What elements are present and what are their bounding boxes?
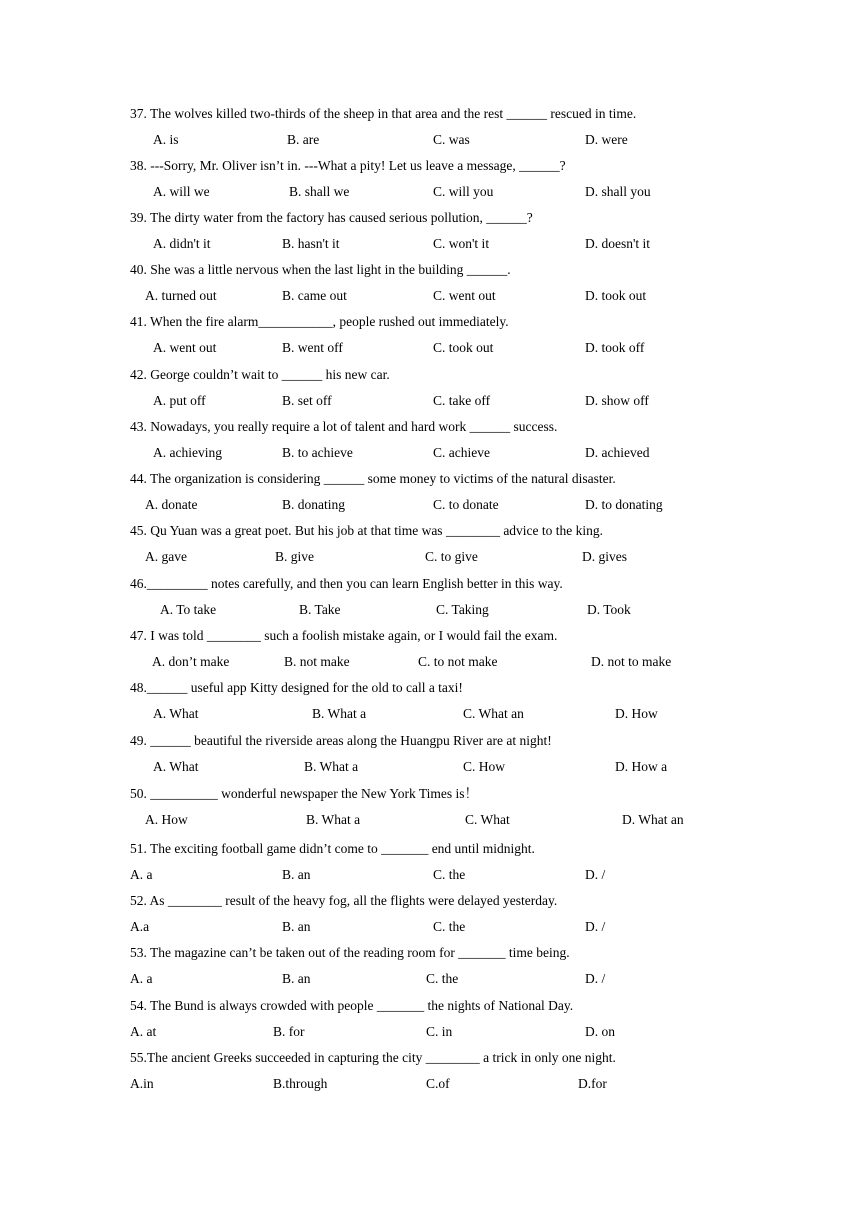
question-41-option-b: B. went off — [282, 340, 343, 355]
question-38-option-b: B. shall we — [289, 184, 350, 199]
question-41-option-d: D. took off — [585, 340, 645, 355]
question-40-option-c: C. went out — [433, 288, 496, 303]
question-44-option-d: D. to donating — [585, 497, 663, 512]
question-42-option-c: C. take off — [433, 393, 491, 408]
question-39-option-a: A. didn't it — [153, 236, 211, 251]
question-43-option-c: C. achieve — [433, 445, 490, 460]
question-50-stem: 50. __________ wonderful newspaper the New York Times is！ — [130, 786, 478, 801]
question-40-option-b: B. came out — [282, 288, 347, 303]
question-49-option-c: C. How — [463, 759, 506, 774]
question-42-option-d: D. show off — [585, 393, 649, 408]
question-54-option-a: A. at — [130, 1024, 157, 1039]
question-55-option-a: A.in — [130, 1076, 154, 1091]
question-39-option-b: B. hasn't it — [282, 236, 340, 251]
question-52-option-b: B. an — [282, 919, 311, 934]
question-47-option-a: A. don’t make — [152, 654, 230, 669]
question-41-option-a: A. went out — [153, 340, 217, 355]
question-48-option-c: C. What an — [463, 706, 524, 721]
question-47-option-d: D. not to make — [591, 654, 672, 669]
question-52-option-d: D. / — [585, 919, 606, 934]
question-46-option-b: B. Take — [299, 602, 341, 617]
question-45-stem: 45. Qu Yuan was a great poet. But his job at that time was ________ advice to the king. — [130, 523, 604, 538]
question-44-option-a: A. donate — [145, 497, 198, 512]
question-54-option-b: B. for — [273, 1024, 305, 1039]
question-50-option-a: A. How — [145, 812, 188, 827]
question-51-option-b: B. an — [282, 867, 311, 882]
question-49-option-d: D. How a — [615, 759, 668, 774]
question-53-option-c: C. the — [426, 971, 459, 986]
question-47-stem: 47. I was told ________ such a foolish mistake again, or I would fail the exam. — [130, 628, 558, 643]
question-49-option-a: A. What — [153, 759, 199, 774]
question-38-option-c: C. will you — [433, 184, 494, 199]
question-37-option-c: C. was — [433, 132, 470, 147]
question-40-stem: 40. She was a little nervous when the last light in the building ______. — [130, 262, 511, 277]
question-38-option-a: A. will we — [153, 184, 210, 199]
question-40-option-a: A. turned out — [145, 288, 217, 303]
question-39-option-c: C. won't it — [433, 236, 490, 251]
question-55-stem: 55.The ancient Greeks succeeded in capturing the city ________ a trick in only one night. — [130, 1050, 616, 1065]
question-52-option-a: A.a — [130, 919, 150, 934]
question-41-stem: 41. When the fire alarm___________, people rushed out immediately. — [130, 314, 509, 329]
question-37-option-d: D. were — [585, 132, 628, 147]
question-52-stem: 52. As ________ result of the heavy fog, all the flights were delayed yesterday. — [130, 893, 558, 908]
question-44-option-c: C. to donate — [433, 497, 499, 512]
question-50-option-b: B. What a — [306, 812, 361, 827]
question-48-option-a: A. What — [153, 706, 199, 721]
question-52-option-c: C. the — [433, 919, 466, 934]
question-48-stem: 48.______ useful app Kitty designed for the old to call a taxi! — [130, 680, 463, 695]
question-44-stem: 44. The organization is considering ______ some money to victims of the natural disaster. — [130, 471, 616, 486]
question-43-option-a: A. achieving — [153, 445, 222, 460]
question-53-stem: 53. The magazine can’t be taken out of the reading room for _______ time being. — [130, 945, 570, 960]
question-42-option-b: B. set off — [282, 393, 332, 408]
question-45-option-d: D. gives — [582, 549, 627, 564]
question-51-option-c: C. the — [433, 867, 466, 882]
question-55-option-d: D.for — [578, 1076, 607, 1091]
question-46-stem: 46._________ notes carefully, and then you can learn English better in this way. — [130, 576, 563, 591]
question-38-stem: 38. ---Sorry, Mr. Oliver isn’t in. ---What a pity! Let us leave a message, ______? — [130, 158, 566, 173]
question-45-option-b: B. give — [275, 549, 314, 564]
question-55-option-b: B.through — [273, 1076, 328, 1091]
question-45-option-c: C. to give — [425, 549, 478, 564]
question-42-stem: 42. George couldn’t wait to ______ his new car. — [130, 367, 390, 382]
question-51-stem: 51. The exciting football game didn’t come to _______ end until midnight. — [130, 841, 535, 856]
question-47-option-c: C. to not make — [418, 654, 498, 669]
question-40-option-d: D. took out — [585, 288, 647, 303]
question-48-option-d: D. How — [615, 706, 658, 721]
question-37-option-b: B. are — [287, 132, 320, 147]
question-54-option-c: C. in — [426, 1024, 453, 1039]
question-50-option-d: D. What an — [622, 812, 684, 827]
question-46-option-d: D. Took — [587, 602, 631, 617]
question-55-option-c: C.of — [426, 1076, 450, 1091]
question-49-option-b: B. What a — [304, 759, 359, 774]
question-53-option-a: A. a — [130, 971, 153, 986]
question-43-stem: 43. Nowadays, you really require a lot of talent and hard work ______ success. — [130, 419, 558, 434]
question-37-stem: 37. The wolves killed two-thirds of the sheep in that area and the rest ______ rescued in time. — [130, 106, 637, 121]
question-50-option-c: C. What — [465, 812, 510, 827]
question-41-option-c: C. took out — [433, 340, 494, 355]
question-43-option-d: D. achieved — [585, 445, 650, 460]
question-54-stem: 54. The Bund is always crowded with people _______ the nights of National Day. — [130, 998, 574, 1013]
question-54-option-d: D. on — [585, 1024, 615, 1039]
question-42-option-a: A. put off — [153, 393, 206, 408]
question-39-option-d: D. doesn't it — [585, 236, 651, 251]
question-44-option-b: B. donating — [282, 497, 345, 512]
question-47-option-b: B. not make — [284, 654, 350, 669]
question-53-option-d: D. / — [585, 971, 606, 986]
question-46-option-a: A. To take — [160, 602, 217, 617]
question-38-option-d: D. shall you — [585, 184, 651, 199]
question-53-option-b: B. an — [282, 971, 311, 986]
question-43-option-b: B. to achieve — [282, 445, 353, 460]
question-51-option-a: A. a — [130, 867, 153, 882]
question-45-option-a: A. gave — [145, 549, 187, 564]
question-39-stem: 39. The dirty water from the factory has caused serious pollution, ______? — [130, 210, 533, 225]
question-48-option-b: B. What a — [312, 706, 367, 721]
question-49-stem: 49. ______ beautiful the riverside areas along the Huangpu River are at night! — [130, 733, 552, 748]
question-46-option-c: C. Taking — [436, 602, 489, 617]
question-51-option-d: D. / — [585, 867, 606, 882]
question-37-option-a: A. is — [153, 132, 179, 147]
